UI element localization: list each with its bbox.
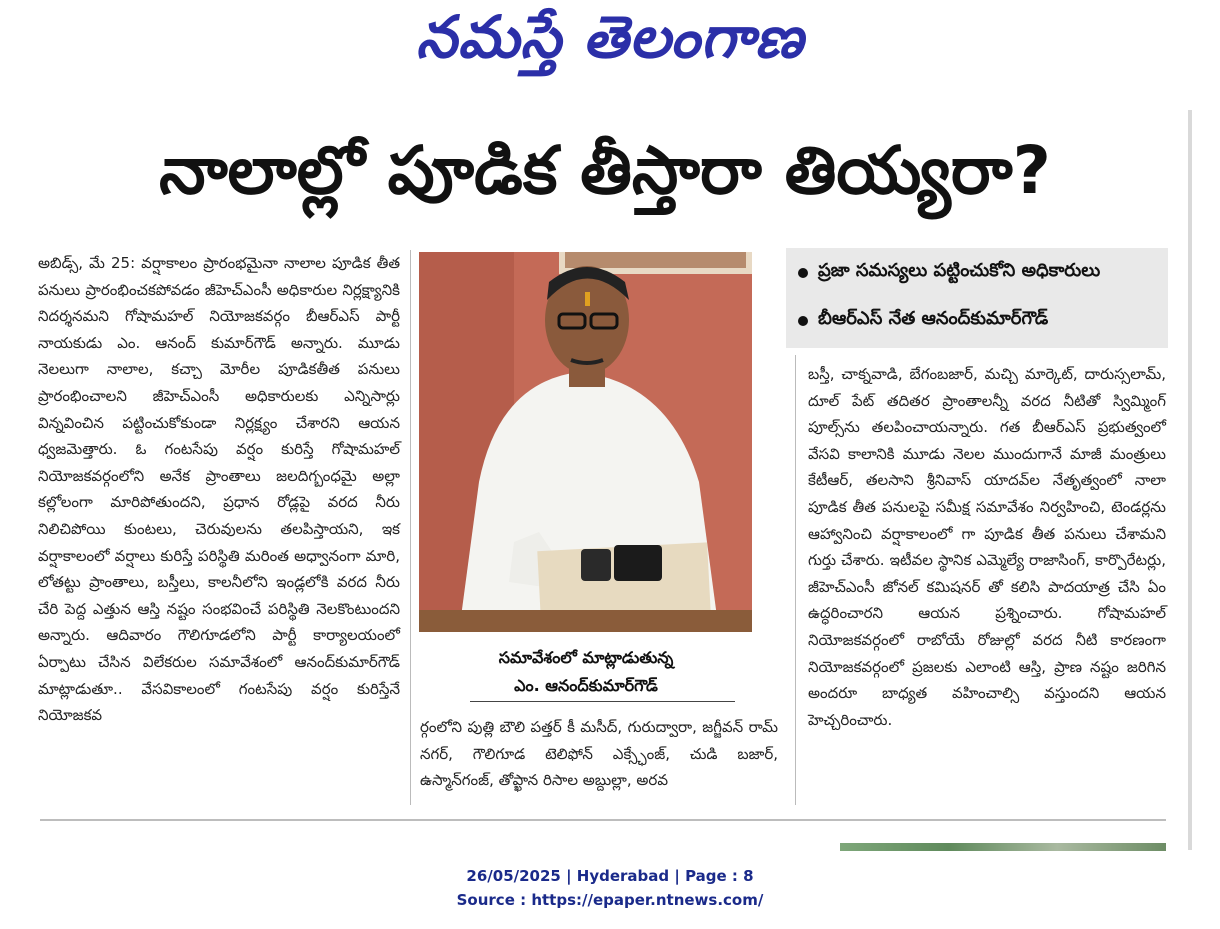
subheadline-text: బీఆర్ఎస్ నేత ఆనంద్‌కుమార్‌గౌడ్ [818,308,1049,329]
article-column-3 [808,361,1166,733]
person-photo-illustration [419,252,752,632]
article-text: అబిడ్స్, మే 25: వర్షాకాలం ప్రారంభమైనా నాలాల పూడిక తీత పనులు ప్రారంభించకపోవడం జీహెచ్ఎంసీ అధికారుల నిర్లక్ష్యానికి నిదర్శనమని గోషామహల్ నియోజకవర్గం బీఆర్ఎస్ పార్టీ నాయకుడు ఎం. ఆనంద్ కుమార్‌గౌడ్ అన్నారు. మూడు నెలలుగా నాలాల, కచ్చా మోరీల పూడికతీత పనులు ప్రారంభించాలని జీహెచ్ఎంసీ అధికారులకు ఎన్నిసార్లు విన్నవించిన పట్టించుకోకుండా నిర్లక్ష్యం చేశారని ఆయన ధ్వజమెత్తారు. ఓ గంటసేపు వర్షం కురిస్తే గోషామహల్ నియోజకవర్గంలోని అనేక ప్రాంతాలు జలదిగ్బంధమై అల్లా కల్లోలంగా మారిపోతుందని, ప్రధాన రోడ్లపై వరద నీరు నిలిచిపోయి కుంటలు, చెరువులను తలపిస్తాయని, ఇక వర్షాకాలంలో వర్షాలు కురిస్తే పరిస్థితి మరింత అధ్వానంగా మారి, లోతట్టు ప్రాంతాలు, బస్తీలు, కాలనీలోని ఇండ్లలోకి వరద నీరు చేరి పెద్ద ఎత్తున ఆస్తి నష్టం సంభవించే పరిస్థితి నెలకొంటుందని అన్నారు. ఆదివారం గౌలిగూడలోని పార్టీ కార్యాలయంలో ఏర్పాటు చేసిన విలేకరుల సమావేశంలో ఆనంద్‌కుమార్‌గౌడ్ మాట్లాడుతూ.. వేసవికాలంలో గంటసేపు వర్షం కురిస్తేనే నియోజకవ [38,254,400,725]
subheadline-2 [798,308,1048,333]
article-text: ర్గంలోని పుత్లి బౌలి పత్తర్ కీ మసీద్, గురుద్వారా, జగ్జీవన్ రామ్ నగర్, గౌలిగూడ టెలిఫోన్ ఎక్స్ఛేంజ్, చుడి బజార్, ఉస్మాన్‌గంజ్, తోప్ఖాన రిసాల అబ్దుల్లా, అరవ [420,718,778,790]
page-footer [0,864,1220,912]
newspaper-title: నమస్తే తెలంగాణ [416,2,804,71]
page-bottom-rule [40,819,1166,821]
article-column-1 [38,250,400,729]
footer-source-link[interactable]: Source : https://epaper.ntnews.com/ [456,891,764,909]
article-headline: నాలాల్లో పూడిక తీస్తారా తియ్యరా? [159,131,1051,209]
subheadline-text: ప్రజా సమస్యలు పట్టించుకోని అధికారులు [818,260,1101,281]
page-edge-divider [1188,110,1192,850]
article-text: బస్తీ, చాక్నవాడి, బేగంబజార్, మచ్చి మార్కెట్, దారుస్సలామ్, దూల్ పేట్ తదితర ప్రాంతాలన్నీ వరద నీటితో స్విమ్మింగ్ పూల్స్‌ను తలపించాయన్నారు. గత బీఆర్ఎస్ ప్రభుత్వంలో వేసవి కాలానికి మూడు నెలల ముందుగానే మాజీ మంత్రులు కేటీఆర్, తలసాని శ్రీనివాస్ యాదవ్‌ల నేతృత్వంలో నాలా పూడిక తీత పనులపై సమీక్ష సమావేశం నిర్వహించి, టెండర్లను ఆహ్వానించి వర్షాకాలంలో గా పూడిక తీత పనులు చేశామని గుర్తు చేశారు. ఇటీవల స్థానిక ఎమ్మెల్యే రాజాసింగ్, కార్పొరేటర్లు, జీహెచ్ఎంసీ జోనల్ కమిషనర్ తో కలిసి పాదయాత్ర చేసి ఏం ఉద్ధరించారని ఆయన ప్రశ్నించారు. గోషామహల్ నియోజకవర్గంలో రాబోయే రోజుల్లో వరద నీటి కారణంగా నియోజకవర్గంలో ప్రజలకు ఎలాంటి ఆస్తి, ప్రాణ నష్టం జరిగిన అందరూ బాధ్యత వహించాల్సి వస్తుందని ఆయన హెచ్చరించారు. [808,365,1166,729]
bullet-icon [798,316,808,326]
column-divider [795,355,796,805]
article-column-2 [420,714,778,794]
column-divider [410,250,411,805]
masthead [0,0,1220,88]
subheadline-1 [798,260,1100,285]
bullet-icon [798,268,808,278]
photo-caption [420,644,752,700]
article-photo [419,252,752,632]
caption-line-2: ఎం. ఆనంద్‌కుమార్‌గౌడ్ [514,676,658,695]
subheadline-box [786,248,1168,348]
footer-date-location: 26/05/2025 | Hyderabad | Page : 8 [466,867,754,885]
caption-line-1: సమావేశంలో మాట్లాడుతున్న [498,648,674,667]
caption-divider [470,701,735,702]
next-article-photo-strip [840,843,1166,851]
